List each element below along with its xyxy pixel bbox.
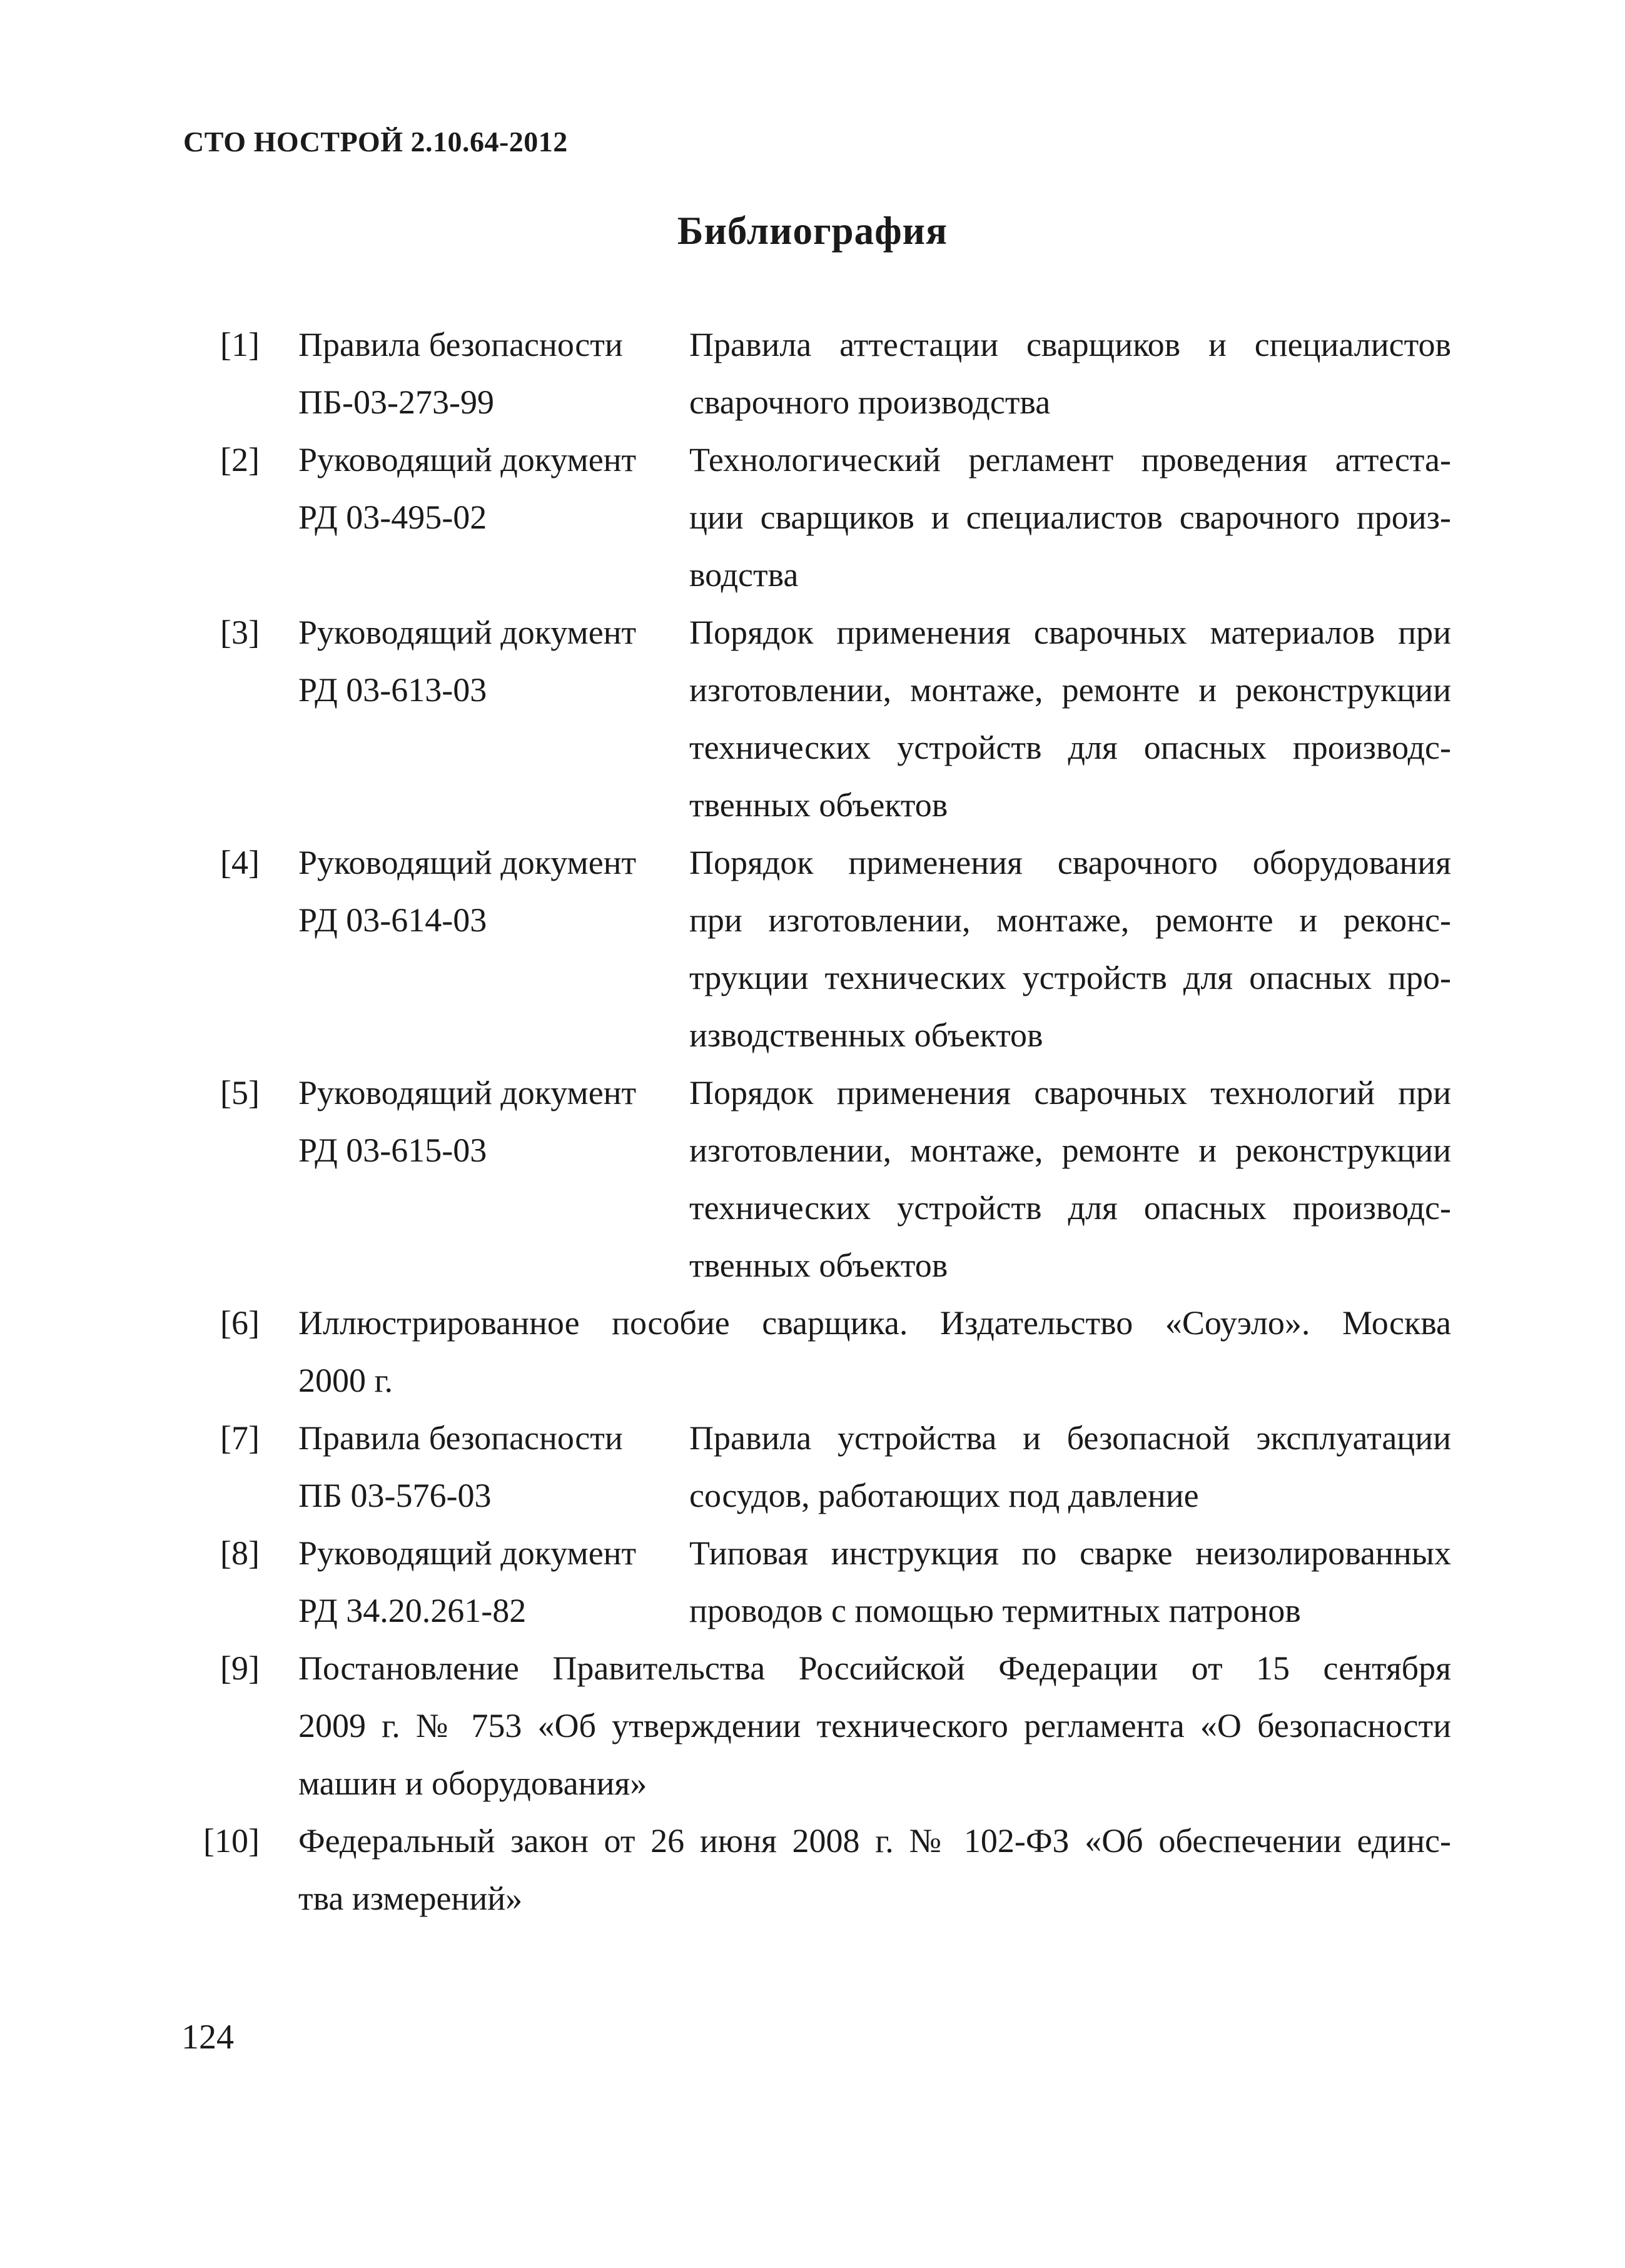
entry-description [298, 1639, 1451, 1812]
entry-description [689, 316, 1451, 431]
entry-doc-type: Руководящий документ [298, 441, 637, 478]
entry-line: тва измерений» [298, 1880, 523, 1917]
entry-line: Иллюстрированное пособие сварщика. Издательство «Соуэло». Москва [298, 1304, 1451, 1342]
entry-source [298, 1524, 674, 1639]
entry-doc-code: ПБ-03-273-99 [298, 383, 494, 421]
entry-doc-type: Правила безопасности [298, 1419, 623, 1457]
bibliography-entry [0, 1294, 1625, 1409]
entry-line: Правила устройства и безопасной эксплуатации [689, 1419, 1451, 1457]
entry-doc-code: РД 03-613-03 [298, 671, 487, 709]
entry-line: трукции технических устройств для опасных про- [689, 959, 1451, 996]
entry-number: [4] [220, 844, 260, 881]
bibliography-entry [0, 1812, 1625, 1927]
entry-description [689, 834, 1451, 1064]
entry-number: [8] [220, 1534, 260, 1572]
entry-number: [3] [220, 614, 260, 651]
entry-line: Порядок применения сварочных материалов при [689, 614, 1451, 651]
entry-line: Правила аттестации сварщиков и специалистов [689, 326, 1451, 363]
entry-line: Порядок применения сварочных технологий при [689, 1074, 1451, 1111]
entry-doc-code: ПБ 03-576-03 [298, 1477, 492, 1514]
bibliography-entry [0, 1409, 1625, 1524]
entry-doc-code: РД 03-614-03 [298, 901, 487, 939]
entry-number: [10] [203, 1822, 260, 1860]
entry-source [298, 1064, 674, 1179]
entry-doc-type: Правила безопасности [298, 326, 623, 363]
entry-doc-type: Руководящий документ [298, 614, 637, 651]
entry-line: сварочного производства [689, 383, 1051, 421]
entry-description [689, 1524, 1451, 1639]
bibliography-entry [0, 1064, 1625, 1294]
entry-number: [9] [220, 1649, 260, 1687]
entry-doc-type: Руководящий документ [298, 1074, 637, 1111]
entry-line: Технологический регламент проведения аттеста- [689, 441, 1451, 478]
entry-description [298, 1294, 1451, 1409]
bibliography-entry [0, 316, 1625, 431]
entry-line: изготовлении, монтаже, ремонте и реконструкции [689, 671, 1451, 709]
entry-line: сосудов, работающих под давление [689, 1477, 1199, 1514]
entry-doc-code: РД 34.20.261-82 [298, 1592, 527, 1629]
entry-line: Типовая инструкция по сварке неизолированных [689, 1534, 1451, 1572]
entry-line: технических устройств для опасных производс- [689, 729, 1451, 766]
entry-number: [7] [220, 1419, 260, 1457]
entry-description [689, 1409, 1451, 1524]
entry-description [689, 1064, 1451, 1294]
bibliography-entry [0, 1639, 1625, 1812]
page-number: 124 [181, 2018, 234, 2057]
entry-line: машин и оборудования» [298, 1764, 647, 1802]
entry-number: [5] [220, 1074, 260, 1111]
entry-line: изводственных объектов [689, 1016, 1043, 1054]
entry-line: проводов с помощью термитных патронов [689, 1592, 1301, 1629]
entry-line: водства [689, 556, 799, 594]
bibliography-list [0, 316, 1625, 1927]
entry-number: [1] [220, 326, 260, 363]
entry-description [298, 1812, 1451, 1927]
entry-description [689, 431, 1451, 604]
entry-doc-type: Руководящий документ [298, 844, 637, 881]
bibliography-entry [0, 431, 1625, 604]
entry-number: [6] [220, 1304, 260, 1342]
page-title: Библиография [677, 209, 948, 253]
entry-line: Федеральный закон от 26 июня 2008 г. № 102-ФЗ «Об обеспечении единс- [298, 1822, 1451, 1860]
entry-source [298, 604, 674, 719]
entry-line: технических устройств для опасных производс- [689, 1189, 1451, 1227]
entry-description [689, 604, 1451, 834]
entry-number: [2] [220, 441, 260, 478]
entry-doc-code: РД 03-615-03 [298, 1131, 487, 1169]
entry-doc-code: РД 03-495-02 [298, 499, 487, 536]
entry-source [298, 431, 674, 546]
entry-source [298, 316, 674, 431]
entry-line: Порядок применения сварочного оборудования [689, 844, 1451, 881]
entry-line: 2009 г. № 753 «Об утверждении технического регламента «О безопасности [298, 1707, 1451, 1744]
entry-line: твенных объектов [689, 1247, 948, 1284]
entry-doc-type: Руководящий документ [298, 1534, 637, 1572]
entry-line: 2000 г. [298, 1362, 393, 1399]
entry-source [298, 1409, 674, 1524]
entry-line: изготовлении, монтаже, ремонте и реконструкции [689, 1131, 1451, 1169]
bibliography-entry [0, 834, 1625, 1064]
entry-line: ции сварщиков и специалистов сварочного произ- [689, 499, 1451, 536]
bibliography-entry [0, 604, 1625, 834]
entry-line: Постановление Правительства Российской Федерации от 15 сентября [298, 1649, 1451, 1687]
entry-source [298, 834, 674, 949]
bibliography-entry [0, 1524, 1625, 1639]
document-code-header: СТО НОСТРОЙ 2.10.64-2012 [183, 126, 568, 158]
entry-line: при изготовлении, монтаже, ремонте и реконс- [689, 901, 1451, 939]
entry-line: твенных объектов [689, 786, 948, 824]
